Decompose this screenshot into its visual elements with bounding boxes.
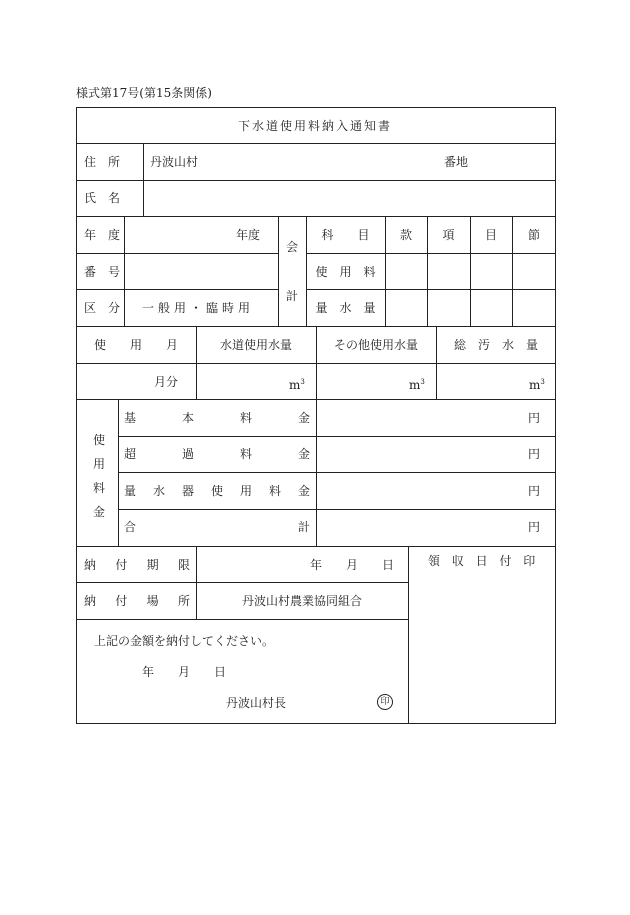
fee-row-basic-unit: 円 (528, 411, 541, 425)
accounts-row-usage-fee: 使 用 料 (315, 265, 376, 279)
address-suffix: 番地 (444, 155, 469, 169)
payment-place-label: 納 付 場 所 (84, 594, 190, 608)
address-label: 住 所 (84, 155, 121, 169)
form-number-caption: 様式第17号(第15条関係) (76, 86, 212, 100)
fee-row-total-unit: 円 (528, 520, 541, 534)
fee-row-basic: 基 本 料 金 (124, 411, 310, 425)
address-village: 丹波山村 (150, 155, 199, 169)
fee-row-meter-unit: 円 (528, 484, 541, 498)
seal-mark: 印 (377, 694, 393, 710)
accounts-header-moku: 目 (484, 228, 497, 242)
category-label: 区 分 (84, 301, 121, 315)
usage-header-total: 総 汚 水 量 (453, 338, 538, 352)
usage-header-month: 使 用 月 (93, 338, 178, 352)
number-label: 番 号 (84, 265, 121, 279)
receipt-stamp-label: 領 収 日 付 印 (428, 554, 540, 568)
fee-row-excess: 超 過 料 金 (124, 447, 310, 461)
due-date-value: 年 月 日 (310, 558, 395, 572)
accounts-row-meter-volume: 量 水 量 (315, 301, 376, 315)
notice-text: 上記の金額を納付してください。 (94, 634, 275, 648)
fiscal-year-label: 年 度 (84, 228, 121, 242)
fiscal-year-unit: 年度 (236, 228, 261, 242)
kaikei-bottom: 計 (286, 289, 299, 303)
payment-place-value: 丹波山村農業協同組合 (241, 594, 362, 608)
category-value: 一般用・臨時用 (142, 301, 255, 315)
fee-row-total: 合 計 (124, 520, 310, 534)
usage-water-unit: $m^3$ (289, 378, 305, 392)
accounts-header-setsu: 節 (527, 228, 540, 242)
accounts-header-kou: 項 (442, 228, 455, 242)
fee-row-excess-unit: 円 (528, 447, 541, 461)
notice-date: 年 月 日 (142, 665, 227, 679)
kaikei-top: 会 (286, 240, 299, 254)
form-title: 下水道使用料納入通知書 (237, 119, 392, 133)
fee-row-meter: 量 水 器 使 用 料 金 (124, 484, 310, 498)
usage-header-water: 水道使用水量 (219, 338, 292, 352)
usage-total-unit: $m^3$ (529, 378, 545, 392)
accounts-header-subject: 科 目 (321, 228, 370, 242)
name-label: 氏 名 (84, 191, 121, 205)
accounts-header-kan: 款 (399, 228, 412, 242)
usage-month-suffix: 月分 (154, 375, 179, 389)
fees-vertical-label: 使用料金 (92, 433, 105, 519)
usage-other-unit: $m^3$ (409, 378, 425, 392)
usage-header-other: その他使用水量 (333, 338, 418, 352)
notice-issuer: 丹波山村長 (226, 696, 287, 710)
due-date-label: 納 付 期 限 (84, 558, 190, 572)
